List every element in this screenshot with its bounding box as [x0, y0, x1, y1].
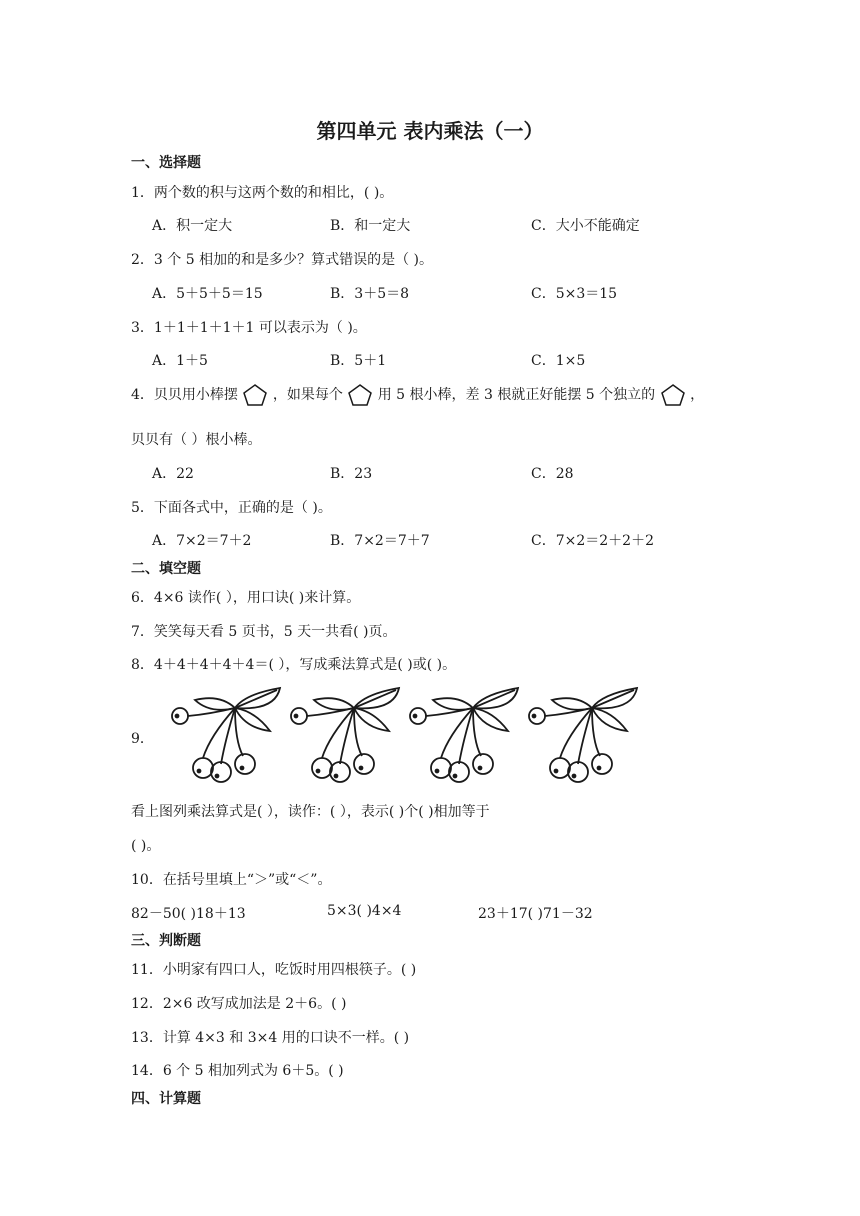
question-9-line2: ( )。 [131, 838, 161, 854]
q3-option-c: C．1×5 [531, 353, 586, 369]
q2-option-a: A．5＋5＋5＝15 [152, 286, 263, 302]
question-9-number: 9． [131, 731, 154, 747]
question-4 [131, 383, 704, 407]
q4-text-part1: 4．贝贝用小棒摆 [131, 387, 238, 403]
question-12: 12．2×6 改写成加法是 2＋6。( ) [131, 996, 347, 1012]
section-heading-choice: 一、选择题 [131, 155, 201, 171]
pentagon-icon [347, 383, 373, 407]
question-4-line2: 贝贝有（ ）根小棒。 [131, 432, 262, 448]
cherry-cluster-icon [284, 686, 404, 786]
q4-text-part3: 用 5 根小棒，差 3 根就正好能摆 5 个独立的 [377, 387, 656, 403]
question-8: 8．4＋4＋4＋4＋4＝( ），写成乘法算式是( )或( )。 [131, 657, 457, 673]
q4-option-b: B．23 [330, 466, 373, 482]
cherry-cluster-icon [522, 686, 642, 786]
question-3: 3．1＋1＋1＋1＋1 可以表示为（ )。 [131, 320, 367, 336]
question-9-line1: 看上图列乘法算式是( ），读作：( ），表示( )个( )相加等于 [131, 804, 490, 820]
section-heading-fill: 二、填空题 [131, 561, 201, 577]
q5-option-c: C．7×2＝2＋2＋2 [531, 533, 654, 549]
q1-option-c: C．大小不能确定 [531, 218, 640, 234]
q1-option-a: A．积一定大 [152, 218, 233, 234]
q1-option-b: B．和一定大 [330, 218, 411, 234]
question-1: 1．两个数的积与这两个数的和相比，( )。 [131, 185, 394, 201]
q4-option-c: C．28 [531, 466, 574, 482]
q4-text-part2: ，如果每个 [272, 387, 343, 403]
section-heading-judge: 三、判断题 [131, 933, 201, 949]
q3-option-b: B．5＋1 [330, 353, 387, 369]
q5-option-a: A．7×2＝7＋2 [152, 533, 252, 549]
question-14: 14．6 个 5 相加列式为 6＋5。( ) [131, 1063, 344, 1079]
question-10: 10．在括号里填上“＞”或“＜”。 [131, 872, 332, 888]
section-heading-calc: 四、计算题 [131, 1091, 201, 1107]
q3-option-a: A．1＋5 [152, 353, 208, 369]
pentagon-icon [660, 383, 686, 407]
q2-option-c: C．5×3＝15 [531, 286, 618, 302]
q10-expression-1: 82－50( )18＋13 [131, 906, 246, 922]
pentagon-icon [242, 383, 268, 407]
question-7: 7．笑笑每天看 5 页书，5 天一共看( )页。 [131, 624, 397, 640]
question-5: 5．下面各式中，正确的是（ )。 [131, 500, 332, 516]
q5-option-b: B．7×2＝7＋7 [330, 533, 430, 549]
q10-expression-3: 23＋17( )71－32 [478, 906, 593, 922]
question-11: 11．小明家有四口人，吃饭时用四根筷子。( ) [131, 962, 417, 978]
page-title: 第四单元 表内乘法（一） [316, 119, 544, 143]
cherry-cluster-icon [403, 686, 523, 786]
question-2: 2．3 个 5 相加的和是多少？算式错误的是（ )。 [131, 252, 433, 268]
cherry-cluster-icon [165, 686, 285, 786]
q2-option-b: B．3＋5＝8 [330, 286, 410, 302]
q10-expression-2: 5×3( )4×4 [327, 903, 402, 919]
q4-text-part4: ， [690, 387, 705, 403]
question-6: 6．4×6 读作( ），用口诀( )来计算。 [131, 590, 361, 606]
q4-option-a: A．22 [152, 466, 194, 482]
question-13: 13．计算 4×3 和 3×4 用的口诀不一样。( ) [131, 1030, 410, 1046]
